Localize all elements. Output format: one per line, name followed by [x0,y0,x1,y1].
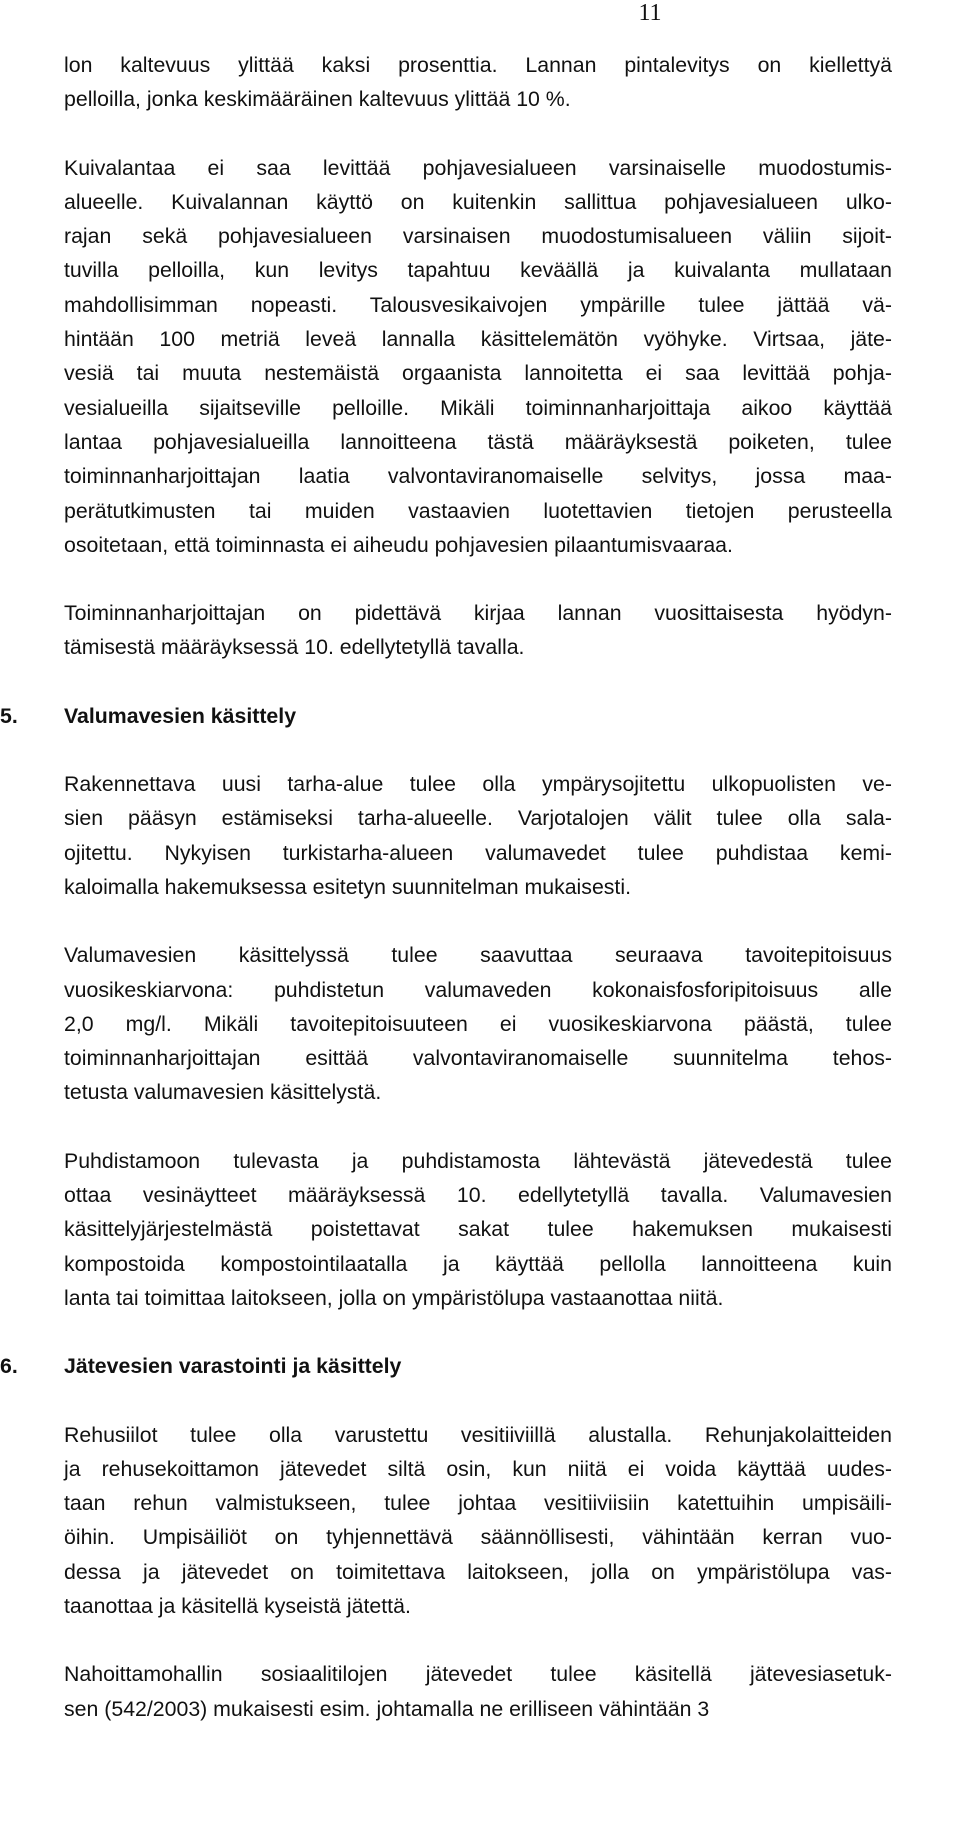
paragraph-spacer [64,904,892,938]
body-paragraph [64,1418,892,1624]
text-line: käsittelyjärjestelmästä poistettavat sakat tulee hakemuksen mukaisesti [64,1217,892,1242]
body-paragraph [64,596,892,665]
paragraph-spacer [64,1384,892,1418]
text-line: tuvilla pelloilla, kun levitys tapahtuu keväällä ja kuivalanta mullataan [64,258,892,283]
text-line: Nahoittamohallin sosiaalitilojen jätevedet tulee käsitellä jätevesiasetuk- [64,1662,892,1687]
paragraph-spacer [64,1623,892,1657]
page-number: 11 [638,0,662,26]
text-line: taanottaa ja käsitellä kyseistä jätettä. [64,1593,411,1618]
text-line: Puhdistamoon tulevasta ja puhdistamosta lähtevästä jätevedestä tulee [64,1148,892,1173]
text-line: kompostoida kompostointilaatalla ja käyttää pellolla lannoitteena kuin [64,1251,892,1276]
paragraph-spacer [64,733,892,767]
body-paragraph [64,48,892,117]
text-line: Toiminnanharjoittajan on pidettävä kirjaa lannan vuosittaisesta hyödyn- [64,601,892,626]
text-line: sien pääsyn estämiseksi tarha-alueelle. Varjotalojen välit tulee olla sala- [64,806,892,831]
body-paragraph [64,1657,892,1726]
text-line: ja rehusekoittamon jätevedet siltä osin, kun niitä ei voida käyttää uudes- [64,1456,892,1481]
text-line: Rakennettava uusi tarha-alue tulee olla ympärysojitettu ulkopuolisten ve- [64,772,892,797]
body-paragraph [64,1144,892,1315]
text-line: Rehusiilot tulee olla varustettu vesitiiviillä alustalla. Rehunjakolaitteiden [64,1422,892,1447]
text-line: mahdollisimman nopeasti. Talousvesikaivojen ympärille tulee jättää vä- [64,292,892,317]
document-body [0,48,892,1726]
text-line: vesialueilla sijaitseville pelloille. Mikäli toiminnanharjoittaja aikoo käyttää [64,395,892,420]
text-line: 2,0 mg/l. Mikäli tavoitepitoisuuteen ei vuosikeskiarvona päästä, tulee [64,1011,892,1036]
text-line: hintään 100 metriä leveä lannalla käsittelemätön vyöhyke. Virtsaa, jäte- [64,327,892,352]
text-line: vesiä tai muuta nestemäistä orgaanista lannoitetta ei saa levittää pohja- [64,361,892,386]
text-line: vuosikeskiarvona: puhdistetun valumaveden kokonaisfosforipitoisuus alle [64,977,892,1002]
text-line: sen (542/2003) mukaisesti esim. johtamalla ne erilliseen vähintään 3 [64,1696,710,1721]
paragraph-spacer [64,1110,892,1144]
body-paragraph [64,151,892,563]
body-paragraph [64,767,892,904]
paragraph-spacer [64,562,892,596]
paragraph-spacer [64,1315,892,1349]
section-heading [0,1349,892,1383]
text-line: toiminnanharjoittajan esittää valvontaviranomaiselle suunnitelma tehos- [64,1046,892,1071]
text-line: ojitettu. Nykyisen turkistarha-alueen valumavedet tulee puhdistaa kemi- [64,840,892,865]
text-line: toiminnanharjoittajan laatia valvontaviranomaiselle selvitys, jossa maa- [64,464,892,489]
text-line: kaloimalla hakemuksessa esitetyn suunnitelman mukaisesti. [64,874,631,899]
text-line: Kuivalantaa ei saa levittää pohjavesialueen varsinaiselle muodostumis- [64,155,892,180]
text-line: ottaa vesinäytteet määräyksessä 10. edellytetyllä tavalla. Valumavesien [64,1183,892,1208]
text-line: Valumavesien käsittelyssä tulee saavuttaa seuraava tavoitepitoisuus [64,943,892,968]
text-line: lantaa pohjavesialueilla lannoitteena tästä määräyksestä poiketen, tulee [64,429,892,454]
section-title: Valumavesien käsittely [64,703,297,728]
section-number: 6. [0,1354,18,1379]
section-title: Jätevesien varastointi ja käsittely [64,1354,402,1379]
paragraph-spacer [64,117,892,151]
body-paragraph [64,938,892,1109]
text-line: öihin. Umpisäiliöt on tyhjennettävä säännöllisesti, vähintään kerran vuo- [64,1525,892,1550]
text-line: lanta tai toimittaa laitokseen, jolla on ympäristölupa vastaanottaa niitä. [64,1285,724,1310]
paragraph-spacer [64,665,892,699]
text-line: tämisestä määräyksessä 10. edellytetyllä tavalla. [64,635,525,660]
text-line: rajan sekä pohjavesialueen varsinaisen muodostumisalueen väliin sijoit- [64,224,892,249]
text-line: tetusta valumavesien käsittelystä. [64,1080,382,1105]
section-number: 5. [0,703,18,728]
text-line: taan rehun valmistukseen, tulee johtaa vesitiiviisiin katettuihin umpisäili- [64,1491,892,1516]
text-line: pelloilla, jonka keskimääräinen kaltevuus ylittää 10 %. [64,87,571,112]
text-line: dessa ja jätevedet on toimitettava laitokseen, jolla on ympäristölupa vas- [64,1559,892,1584]
text-line: perätutkimusten tai muiden vastaavien luotettavien tietojen perusteella [64,498,892,523]
text-line: alueelle. Kuivalannan käyttö on kuitenkin sallittua pohjavesialueen ulko- [64,189,892,214]
text-line: lon kaltevuus ylittää kaksi prosenttia. Lannan pintalevitys on kiellettyä [64,53,892,77]
section-heading [0,699,892,733]
text-line: osoitetaan, että toiminnasta ei aiheudu pohjavesien pilaantumisvaaraa. [64,532,733,557]
